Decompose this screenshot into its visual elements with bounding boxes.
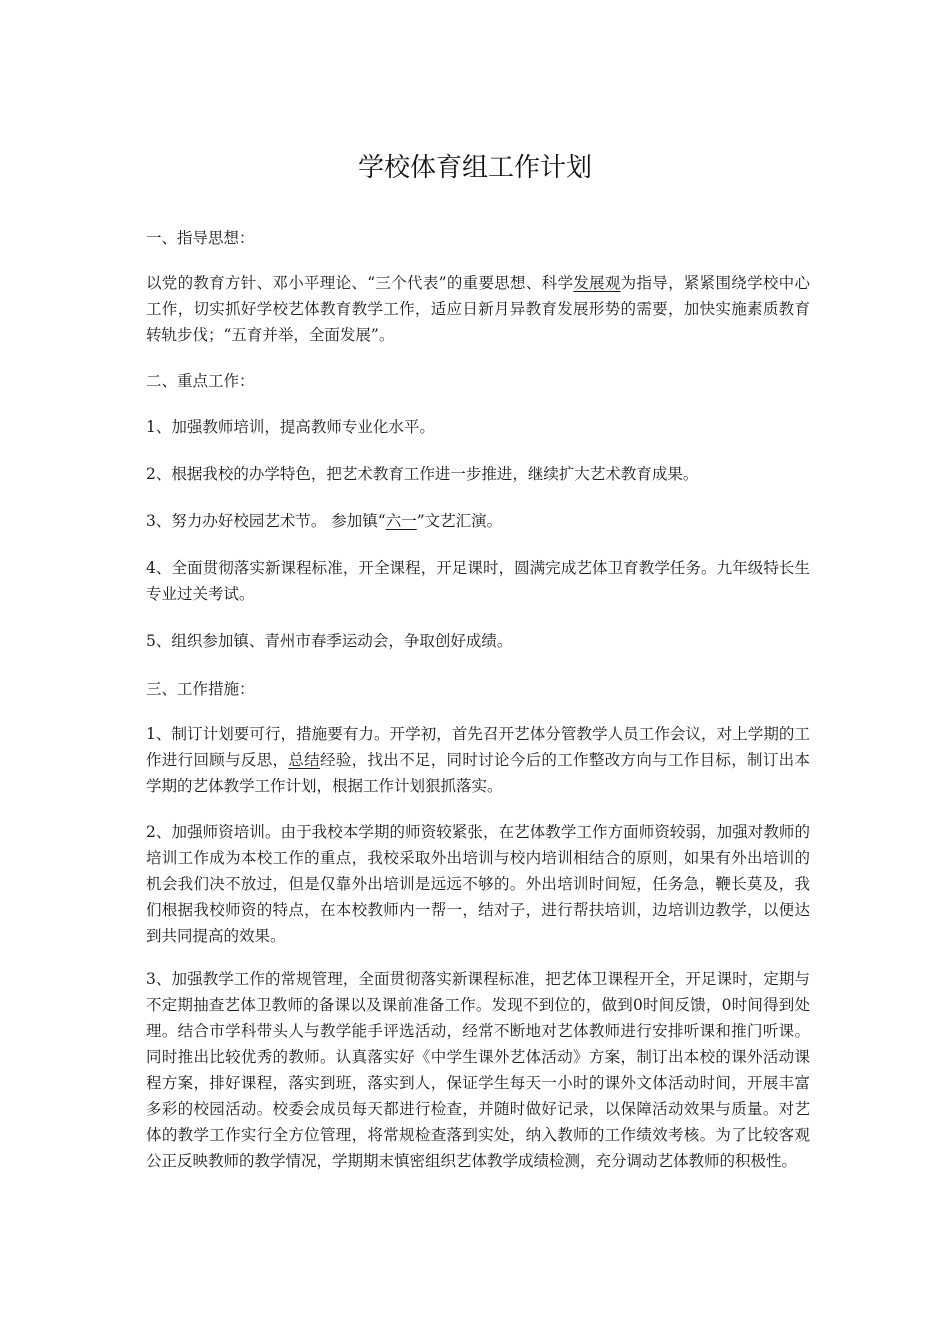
section2-item-3-link[interactable]: 六一: [385, 512, 417, 530]
section3-item-1: [146, 721, 810, 799]
section3-item-1-text-b: 经验，找出不足，同时讨论今后的工作整改方向与工作目标，制订出本学期的艺体教学工作计划，根据工作计划狠抓落实。: [146, 751, 810, 795]
section1-heading: 一、指导思想：: [146, 229, 255, 247]
section1-text-b: 为指导，紧紧围绕学校中心工作，切实抓好学校艺体教育教学工作，适应日新月异教育发展形势的需要，加快实施素质教育转轨步伐；“五育并举，全面发展”。: [146, 274, 810, 344]
section3-item-1-link-summary[interactable]: 总结: [288, 751, 320, 769]
section3-item-2: 2、加强师资培训。由于我校本学期的师资较紧张，在艺体教学工作方面师资较弱，加强对教师的培训工作成为本校工作的重点，我校采取外出培训与校内培训相结合的原则，如果有外出培训的机会我们决不放过，但是仅靠外出培训是远远不够的。外出培训时间短，任务急，鞭长莫及，我们根据我校师资的特点，在本校教师内一帮一，结对子，进行帮扶培训，边培训边教学，以便达到共同提高的效果。: [146, 823, 810, 945]
section2-item-5: 5、组织参加镇、青州市春季运动会，争取创好成绩。: [146, 632, 513, 650]
section2-item-3-text-b: ”文艺汇演。: [416, 512, 503, 530]
section2-item-1: 1、加强教师培训，提高教师专业化水平。: [146, 418, 435, 436]
section3-heading: 三、工作措施：: [146, 680, 255, 698]
section3-item-1-text-a: 1、制订计划要可行，措施要有力。开学初，首先召开艺体分管教学人员工作会议，对上学期的工作进行回顾与反思，: [146, 725, 810, 769]
section2-item-4: 4、全面贯彻落实新课程标准，开全课程，开足课时，圆满完成艺体卫育教学任务。九年级特长生专业过关考试。: [146, 559, 810, 603]
section1-paragraph: [146, 270, 810, 348]
section2-item-2: 2、根据我校的办学特色，把艺术教育工作进一步推进，继续扩大艺术教育成果。: [146, 465, 699, 483]
section1-link-development[interactable]: 发展观: [573, 274, 621, 292]
section3-item-3: 3、加强教学工作的常规管理，全面贯彻落实新课程标准，把艺体卫课程开全，开足课时，定期与不定期抽查艺体卫教师的备课以及课前准备工作。发现不到位的，做到0时间反馈，0时间得到处理。结合市学科带头人与教学能手评选活动，经常不断地对艺体教师进行安排听课和推门听课。同时推出比较优秀的教师。认真落实好《中学生课外艺体活动》方案，制订出本校的课外活动课程方案，排好课程，落实到班，落实到人，保证学生每天一小时的课外文体活动时间，开展丰富多彩的校园活动。校委会成员每天都进行检查，并随时做好记录，以保障活动效果与质量。对艺体的教学工作实行全方位管理，将常规检查落到实处，纳入教师的工作绩效考核。为了比较客观公正反映教师的教学情况，学期期末慎密组织艺体教学成绩检测，充分调动艺体教师的积极性。: [146, 970, 810, 1170]
document-title: 学校体育组工作计划: [357, 153, 592, 183]
section2-item-3-text-a: 3、努力办好校园艺术节。 参加镇“: [146, 512, 386, 530]
section2-item-3: [146, 508, 810, 534]
section2-heading: 二、重点工作：: [146, 372, 255, 390]
section1-text-a: 以党的教育方针、邓小平理论、“三个代表”的重要思想、科学: [146, 274, 574, 292]
